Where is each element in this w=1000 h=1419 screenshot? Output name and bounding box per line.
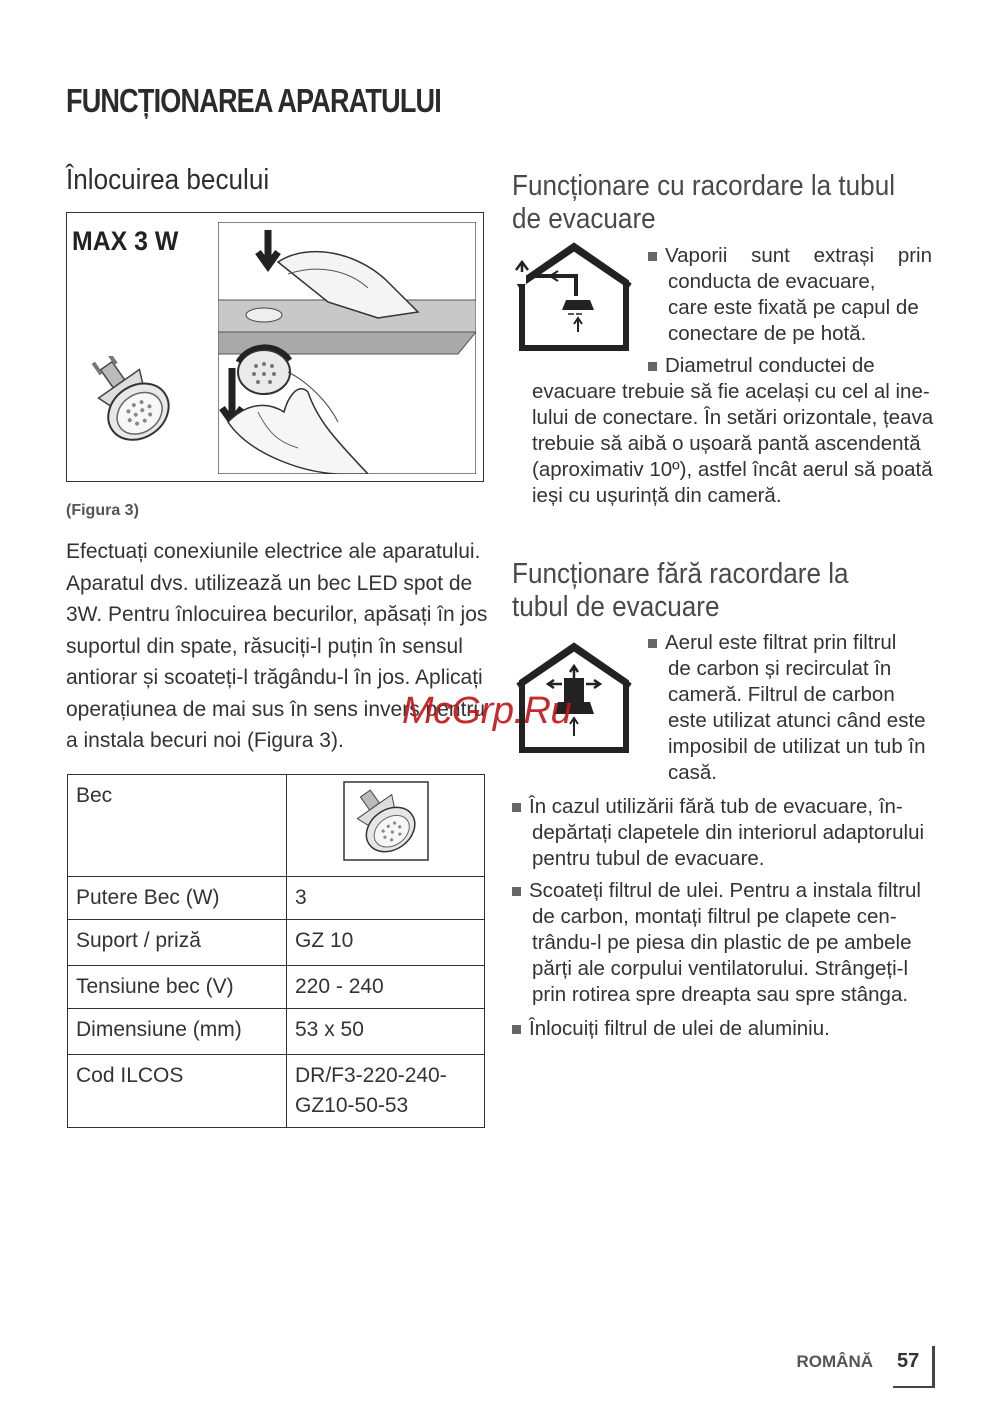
- bullet-icon: [512, 803, 521, 812]
- bullet-line: conectare de pe hotă.: [668, 322, 867, 345]
- footer-divider: [932, 1346, 935, 1388]
- bullet-line: evacuare trebuie să fie același cu cel al ine-: [532, 380, 930, 403]
- paragraph-line: a instala becuri noi (Figura 3).: [66, 729, 344, 752]
- bullet-line: [648, 243, 932, 269]
- bullet-text: Vaporii sunt extrași prin: [665, 244, 932, 267]
- section-heading-recirculation: [512, 558, 944, 624]
- ducted-bullet-1: [648, 243, 932, 347]
- bullet-line: [648, 630, 932, 656]
- table-cell-value: 53 x 50: [287, 1009, 485, 1055]
- max-wattage-label: MAX 3 W: [72, 226, 179, 256]
- bullet-line: trebuie să aibă o ușoară pantă ascendentă: [532, 432, 921, 455]
- heading-line: tubul de evacuare: [512, 591, 720, 623]
- heading-line: Funcționare cu racordare la tubul: [512, 170, 896, 202]
- footer-underline: [893, 1386, 935, 1388]
- bullet-icon: [648, 362, 657, 371]
- table-cell-label: Suport / priză: [68, 920, 287, 966]
- heading-line: Funcționare fără racordare la: [512, 558, 849, 590]
- paragraph-line: 3W. Pentru înlocuirea becurilor, apăsați în jos: [66, 603, 488, 626]
- bullet-icon: [512, 1025, 521, 1034]
- bullet-line: [512, 1016, 932, 1042]
- bullet-text: În cazul utilizării fără tub de evacuare, în-: [529, 795, 903, 818]
- led-bulb-icon: [86, 356, 176, 446]
- paragraph-line: Efectuați conexiunile electrice ale aparatului.: [66, 540, 481, 563]
- section-heading-bulb: Înlocuirea becului: [66, 164, 270, 196]
- table-cell-image: [287, 775, 485, 877]
- table-cell-label: Dimensiune (mm): [68, 1009, 287, 1055]
- table-row: [68, 1009, 485, 1055]
- table-row: [68, 877, 485, 920]
- bullet-line: prin rotirea spre dreapta sau spre stânga.: [532, 983, 909, 1006]
- recirculation-bullet-4: [512, 1016, 932, 1042]
- bullet-line: (aproximativ 10º), astfel încât aerul să poată: [532, 458, 933, 481]
- table-cell-value: GZ 10: [287, 920, 485, 966]
- table-row: [68, 1055, 485, 1128]
- bullet-line: casă.: [668, 761, 717, 784]
- bullet-line: de carbon și recirculat în: [668, 657, 892, 680]
- bullet-text: Diametrul conductei de: [665, 354, 875, 377]
- paragraph-line: operațiunea de mai sus în sens invers pentru: [66, 697, 486, 721]
- section-heading-ducted: [512, 170, 944, 236]
- bullet-line: imposibil de utilizat un tub în: [668, 735, 926, 758]
- table-row: [68, 775, 485, 877]
- table-row: [68, 920, 485, 966]
- page-number: 57: [897, 1350, 920, 1372]
- bullet-line: care este fixată pe capul de: [668, 296, 919, 319]
- bullet-line: conducta de evacuare,: [668, 270, 876, 293]
- bullet-line: [512, 878, 932, 904]
- ilcos-code-line2: GZ10-50-53: [295, 1094, 409, 1117]
- page-title: FUNCȚIONAREA APARATULUI: [66, 82, 441, 119]
- bullet-icon: [512, 887, 521, 896]
- bullet-line: depărtați clapetele din interiorul adaptorului: [532, 821, 925, 844]
- paragraph-line: antiorar și scoateți-l trăgându-l în jos. Aplicați: [66, 666, 483, 689]
- bullet-line: pentru tubul de evacuare.: [532, 847, 765, 870]
- heading-line: de evacuare: [512, 203, 656, 235]
- ducted-mode-house-icon: [512, 240, 636, 352]
- table-cell-label: Cod ILCOS: [68, 1055, 287, 1128]
- figure-caption: (Figura 3): [66, 502, 139, 519]
- bulb-spec-table: [67, 774, 485, 1128]
- bullet-line: de carbon, montați filtrul pe clapete cen-: [532, 905, 897, 928]
- table-cell-label: Putere Bec (W): [68, 877, 287, 920]
- paragraph-line: Aparatul dvs. utilizează un bec LED spot de: [66, 571, 473, 595]
- bullet-line: lului de conectare. În setări orizontale, țeava: [532, 406, 934, 429]
- bullet-line: cameră. Filtrul de carbon: [668, 683, 895, 706]
- table-cell-value: [287, 1055, 485, 1128]
- table-cell-value: 3: [287, 877, 485, 920]
- bullet-line: trându-l pe piesa din plastic de pe ambele: [532, 931, 912, 954]
- table-cell-value: 220 - 240: [287, 966, 485, 1009]
- bullet-icon: [648, 639, 657, 648]
- bullet-line: părți ale corpului ventilatorului. Strângeți-l: [532, 957, 909, 980]
- paragraph-line: suportul din spate, răsuciți-l puțin în sensul: [66, 634, 463, 658]
- bullet-icon: [648, 252, 657, 261]
- bullet-line: ieși cu ușurință din cameră.: [532, 484, 782, 507]
- table-row: [68, 966, 485, 1009]
- ilcos-code-line1: DR/F3-220-240-: [295, 1064, 447, 1087]
- bullet-line: este utilizat atunci când este: [668, 709, 926, 732]
- bullet-line: [512, 794, 932, 820]
- bullet-text: Înlocuiți filtrul de ulei de aluminiu.: [529, 1017, 830, 1040]
- ducted-bullet-2: [532, 353, 932, 509]
- recirculation-bullet-1: [648, 630, 932, 786]
- led-bulb-icon: [343, 781, 429, 861]
- footer-language: ROMÂNĂ: [796, 1352, 873, 1371]
- bullet-text: Scoateți filtrul de ulei. Pentru a instala filtrul: [529, 879, 921, 902]
- watermark-text: McGrp.Ru: [402, 690, 572, 732]
- bullet-text: Aerul este filtrat prin filtrul: [665, 631, 897, 654]
- bullet-line: [532, 353, 932, 379]
- recirculation-bullet-3: [512, 878, 932, 1008]
- table-cell-label: Tensiune bec (V): [68, 966, 287, 1009]
- bulb-replacement-illustration: [218, 222, 476, 474]
- table-cell-label: Bec: [68, 775, 287, 877]
- recirculation-bullet-2: [512, 794, 932, 872]
